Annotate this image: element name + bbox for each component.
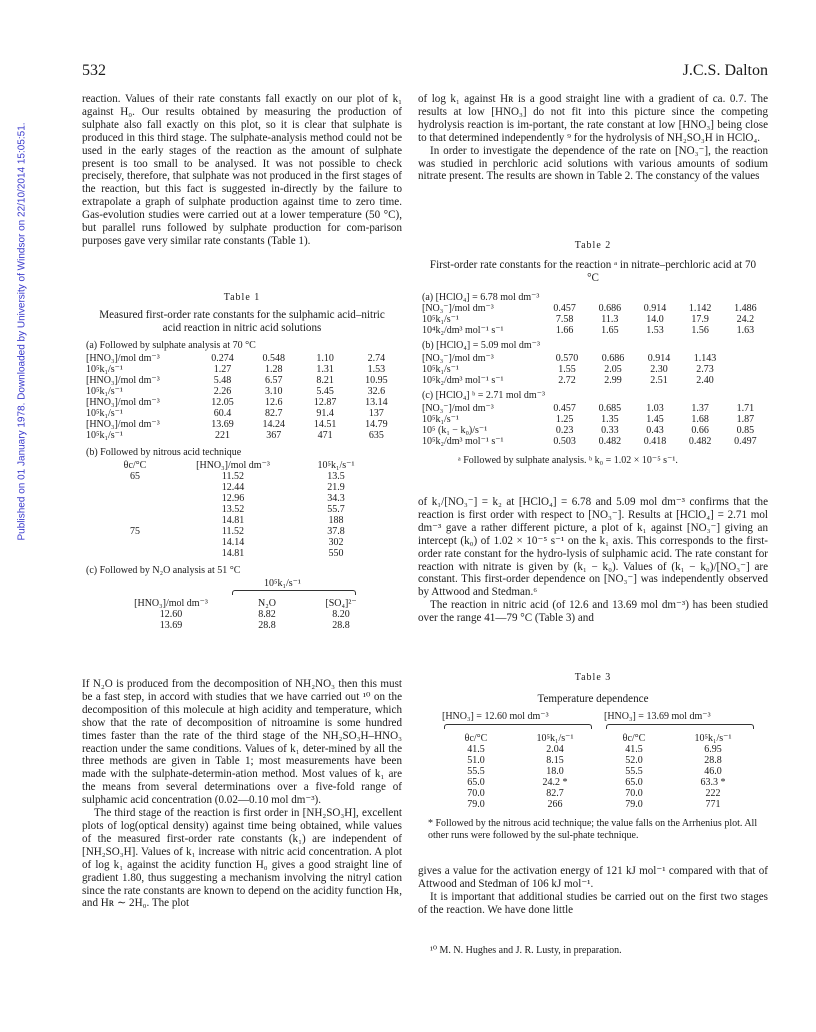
table-row <box>442 766 758 777</box>
table-cell: 14.81 <box>221 548 245 559</box>
left-column-top <box>82 93 402 248</box>
table-2-footnote: ᵃ Followed by sulphate analysis. ᵇ k₀ = 1.02 × 10⁻⁵ s⁻¹. <box>458 455 678 466</box>
table-cell: 32.6 <box>367 386 386 397</box>
table-1a <box>82 353 402 441</box>
table-row <box>418 303 768 314</box>
table-header-cell: [SO₄]²⁻ <box>325 598 357 609</box>
table-row <box>442 744 758 755</box>
table-row <box>418 436 768 447</box>
table-cell: 8.82 <box>258 609 276 620</box>
table-cell: 550 <box>328 548 344 559</box>
table-cell: 10⁵k₁/s⁻¹ <box>422 314 459 325</box>
table-cell: 91.4 <box>316 408 334 419</box>
table-cell: 21.9 <box>327 482 345 493</box>
table-cell: 2.72 <box>558 375 576 386</box>
right-column-middle <box>418 496 768 625</box>
table-header-row <box>442 733 758 744</box>
table-1c-brace <box>232 590 356 595</box>
table-cell: 41.5 <box>625 744 643 755</box>
table-cell: 12.96 <box>221 493 245 504</box>
page-number: 532 <box>82 62 106 79</box>
table-cell: 471 <box>317 430 333 441</box>
table-cell: 266 <box>547 799 563 810</box>
table-cell: 13.14 <box>365 397 388 408</box>
table-3-brace-right <box>606 724 754 729</box>
table-cell: 37.8 <box>327 526 345 537</box>
table-cell <box>106 515 164 526</box>
table-cell: 0.418 <box>643 436 667 447</box>
table-cell: 2.99 <box>604 375 622 386</box>
table-1c-group-header: 10⁵k₁/s⁻¹ <box>264 578 301 589</box>
table-cell: [HNO₃]/mol dm⁻³ <box>86 353 160 364</box>
right-paragraph-4: The reaction in nitric acid (of 12.6 and 13.69 mol dm⁻³) has been studied over the range 41—79 °C (Table 3) and <box>418 599 768 625</box>
table-cell: [HNO₃]/mol dm⁻³ <box>86 419 160 430</box>
table-cell: 1.03 <box>646 403 664 414</box>
table-row <box>106 482 370 493</box>
table-cell: 55.5 <box>625 766 643 777</box>
table-cell: 82.7 <box>546 788 564 799</box>
table-row <box>106 471 370 482</box>
table-cell: [NO₃⁻]/mol dm⁻³ <box>422 353 494 364</box>
table-cell: 13.52 <box>221 504 245 515</box>
table-cell: 3.10 <box>265 386 283 397</box>
right-column-bottom <box>418 865 768 917</box>
table-1-section-b: (b) Followed by nitrous acid technique <box>86 447 242 458</box>
table-row <box>106 515 370 526</box>
table-cell: 1.56 <box>691 325 709 336</box>
table-cell: 1.486 <box>734 303 757 314</box>
table-cell: 79.0 <box>467 799 485 810</box>
table-cell: 0.497 <box>734 436 757 447</box>
table-cell: 367 <box>266 430 282 441</box>
left-paragraph-2: If N₂O is produced from the decomposition of NH₂NO₃ then this must be a fast step, in accord with studies that we have carried out ¹⁰ on the decomposition of this molecule at high acidity and temperature, which show that the rate of decomposition of nitroamine is some hundred times faster than the rate of the third stage of the NH₂SO₃H–HNO₃ reaction under the same conditions. Values of k₁ deter-mined by all the three methods are given in Table 1; most measurements have been made with the sulphate-determin-ation method. Most values of k₁ are the means from several determinations over a five-fold range of sulphamic acid concentration (0.02—0.10 mol dm⁻³). <box>82 678 402 807</box>
table-cell: 70.0 <box>625 788 643 799</box>
table-cell: 8.21 <box>316 375 334 386</box>
table-2-section-c: (c) [HClO₄] ᵇ = 2.71 mol dm⁻³ <box>422 390 545 401</box>
table-3-brace-left <box>444 724 592 729</box>
table-cell: [NO₃⁻]/mol dm⁻³ <box>422 303 494 314</box>
table-cell: 10⁵ (k₁ − k₀)/s⁻¹ <box>422 425 488 436</box>
table-1-section-c: (c) Followed by N₂O analysis at 51 °C <box>86 565 241 576</box>
table-row <box>82 353 402 364</box>
table-3 <box>418 672 768 841</box>
table-cell: 1.10 <box>316 353 334 364</box>
right-paragraph-2: In order to investigate the dependence of the rate on [NO₃⁻], the reaction was studied in perchloric acid solutions with various amounts of sodium nitrate present. The results are shown in Table 2. The constancy of the values <box>418 144 768 183</box>
table-1 <box>82 292 402 636</box>
table-row <box>442 777 758 788</box>
table-cell: 1.71 <box>736 403 755 414</box>
table-cell: 2.74 <box>367 353 386 364</box>
table-cell: 2.73 <box>696 364 714 375</box>
table-cell: 0.548 <box>262 353 286 364</box>
table-cell: 0.570 <box>555 353 579 364</box>
table-cell: 75 <box>130 526 140 537</box>
table-row <box>82 397 402 408</box>
table-row <box>418 414 768 425</box>
table-cell: 12.05 <box>211 397 234 408</box>
table-cell: 10⁵k₁/s⁻¹ <box>422 414 459 425</box>
table-row <box>106 548 370 559</box>
table-cell: 0.33 <box>601 425 619 436</box>
table-cell: 65 <box>130 471 140 482</box>
table-cell: 79.0 <box>625 799 643 810</box>
table-cell: 2.40 <box>696 375 714 386</box>
table-3-group-left: [HNO₃] = 12.60 mol dm⁻³ <box>442 711 549 722</box>
right-paragraph-3: of k₁/[NO₃⁻] = k₂ at [HClO₄] = 6.78 and 5.09 mol dm⁻³ confirms that the reaction is first order with respect to [NO₃⁻]. Results at [HClO₄] = 2.71 mol dm⁻³ gave a rather different picture, a plot of k₁ against [NO₃⁻] giving an intercept (k₀) of 1.02 × 10⁻⁵ s⁻¹ on the k₁ axis. This corresponds to the first-order rate constant for the hydro-lysis of sulphamic acid. The rate constant for reaction with nitrate is given by (k₁ − k₀). Values of (k₁ − k₀)/[NO₃⁻] are constant. This first-order dependence on [NO₃⁻] was independently observed by Attwood and Stedman.⁶ <box>418 496 768 599</box>
download-notice[interactable]: Published on 01 January 1978. Downloaded by University of Windsor on 22/10/2014 15:05:51. <box>16 122 28 541</box>
right-paragraph-1: of log k₁ against Hʀ is a good straight line with a gradient of ca. 0.7. The results at low [HNO₃] do not fit into this picture since the competing hydrolysis reaction is im-portant, the rate constant at low [HNO₃] being close to that determined independently ⁹ for the hydrolysis of NH₂SO₃H in HClO₄. <box>418 93 768 144</box>
table-row <box>82 430 402 441</box>
table-cell: 46.0 <box>704 766 722 777</box>
table-cell: 24.2 <box>736 314 755 325</box>
table-1-label: Table 1 <box>223 292 261 303</box>
table-cell: 1.25 <box>555 414 574 425</box>
table-cell: 2.05 <box>604 364 622 375</box>
table-row <box>418 364 728 375</box>
table-cell: 65.0 <box>467 777 485 788</box>
table-cell: 1.87 <box>736 414 755 425</box>
table-cell: 188 <box>328 515 344 526</box>
table-cell: 10⁵k₁/s⁻¹ <box>86 386 123 397</box>
table-header-row <box>112 598 378 609</box>
table-cell: 1.53 <box>367 364 386 375</box>
table-3-footnote: * Followed by the nitrous acid technique; the value falls on the Arrhenius plot. All other runs were followed by the sul-phate technique. <box>428 818 758 841</box>
table-cell: 28.8 <box>704 755 722 766</box>
table-cell: [HNO₃]/mol dm⁻³ <box>86 397 160 408</box>
table-2b <box>418 353 728 386</box>
table-row <box>106 493 370 504</box>
table-cell: 10⁵k₁/s⁻¹ <box>86 408 123 419</box>
table-cell: 1.63 <box>736 325 755 336</box>
table-cell: 1.143 <box>693 353 717 364</box>
table-2-caption: First-order rate constants for the reaction ᵃ in nitrate–perchloric acid at 70 °C <box>429 259 757 284</box>
table-header-cell: [HNO₃]/mol dm⁻³ <box>196 460 270 471</box>
table-cell: 221 <box>215 430 230 441</box>
right-paragraph-5: gives a value for the activation energy of 121 kJ mol⁻¹ compared with that of Attwood and Stedman of 106 kJ mol⁻¹. <box>418 865 768 890</box>
table-cell: 14.14 <box>221 537 245 548</box>
table-cell: 63.3 * <box>700 777 726 788</box>
table-cell: 5.48 <box>213 375 232 386</box>
table-cell: 635 <box>368 430 384 441</box>
table-cell: 0.66 <box>691 425 709 436</box>
table-cell: 1.35 <box>601 414 619 425</box>
table-cell: 0.914 <box>643 303 667 314</box>
table-row <box>106 526 370 537</box>
table-cell: 8.20 <box>332 609 350 620</box>
table-cell: 18.0 <box>546 766 564 777</box>
table-cell: 24.2 * <box>542 777 568 788</box>
table-cell: 0.686 <box>598 303 622 314</box>
table-header-cell: θc/°C <box>123 460 147 471</box>
table-cell: 1.142 <box>688 303 712 314</box>
table-cell: 7.58 <box>555 314 574 325</box>
table-cell: 1.68 <box>691 414 709 425</box>
table-row <box>418 425 768 436</box>
table-cell: 1.31 <box>316 364 334 375</box>
table-cell <box>106 493 164 504</box>
table-cell: 10⁵k₁/s⁻¹ <box>86 364 123 375</box>
table-cell: 17.9 <box>691 314 709 325</box>
table-row <box>82 364 402 375</box>
table-3-groups <box>418 711 768 733</box>
table-2c <box>418 403 768 447</box>
table-1c <box>82 578 402 636</box>
table-row <box>442 799 758 810</box>
table-row <box>442 755 758 766</box>
table-cell: 771 <box>705 799 721 810</box>
table-cell: 5.45 <box>316 386 334 397</box>
table-cell: [NO₃⁻]/mol dm⁻³ <box>422 403 494 414</box>
table-cell: 0.482 <box>598 436 622 447</box>
table-cell: 14.0 <box>646 314 664 325</box>
table-cell: 0.43 <box>646 425 664 436</box>
table-header-cell: N₂O <box>258 598 276 609</box>
table-cell: 2.04 <box>546 744 564 755</box>
table-2-label: Table 2 <box>574 240 612 251</box>
table-1-section-a: (a) Followed by sulphate analysis at 70 °C <box>86 340 256 351</box>
table-cell: 1.65 <box>601 325 619 336</box>
table-cell: 28.8 <box>332 620 350 631</box>
table-cell: 14.24 <box>262 419 286 430</box>
table-row <box>106 504 370 515</box>
table-row <box>106 537 370 548</box>
table-3-label: Table 3 <box>574 672 612 683</box>
left-column-bottom <box>82 678 402 910</box>
table-row <box>82 386 402 397</box>
table-cell: 12.87 <box>313 397 337 408</box>
table-cell: 0.274 <box>211 353 234 364</box>
table-row <box>418 353 728 364</box>
table-cell: 10.95 <box>365 375 388 386</box>
table-row <box>82 408 402 419</box>
table-cell: 12.60 <box>159 609 183 620</box>
table-header-cell: θc/°C <box>622 733 646 744</box>
table-cell: 0.457 <box>553 303 576 314</box>
table-cell: 0.686 <box>601 353 625 364</box>
table-cell: 13.69 <box>159 620 183 631</box>
table-cell: 55.5 <box>467 766 485 777</box>
table-cell: 1.45 <box>646 414 664 425</box>
table-cell: 1.53 <box>646 325 664 336</box>
table-cell: 14.79 <box>365 419 388 430</box>
table-cell: 2.26 <box>213 386 232 397</box>
table-cell: 10⁵k₂/dm³ mol⁻¹ s⁻¹ <box>422 436 504 447</box>
table-cell: 34.3 <box>327 493 345 504</box>
table-cell: 2.51 <box>650 375 668 386</box>
table-cell: 0.23 <box>555 425 574 436</box>
table-cell: 1.28 <box>265 364 283 375</box>
table-cell: 12.44 <box>221 482 245 493</box>
table-cell: 11.52 <box>221 526 245 537</box>
table-row <box>418 325 768 336</box>
table-3-grid <box>442 733 758 810</box>
table-cell: 82.7 <box>265 408 283 419</box>
table-header-cell: 10⁵k₁/s⁻¹ <box>317 460 355 471</box>
table-cell: 13.5 <box>327 471 345 482</box>
left-paragraph-3: The third stage of the reaction is first order in [NH₂SO₃H], excellent plots of log(optical density) against time being obtained, while values of the measured first-order rate constants (k₁) are independent of [NH₂SO₃H]. Values of k₁ increase with nitric acid concentration. A plot of log k₁ against the acidity function H₀ gives a good straight line of gradient 1.80, thus suggesting a mechanism involving the nitryl cation since the rate constants are known to depend on the acidity function Hʀ, and Hʀ ∼ 2H₀. The plot <box>82 807 402 910</box>
table-cell: [HNO₃]/mol dm⁻³ <box>86 375 160 386</box>
table-cell: 1.37 <box>691 403 709 414</box>
table-header-cell: θc/°C <box>464 733 488 744</box>
table-cell <box>106 548 164 559</box>
table-row <box>112 609 378 620</box>
table-1-caption: Measured first-order rate constants for the sulphamic acid–nitric acid reaction in nitric acid solutions <box>99 309 385 334</box>
table-cell: 302 <box>328 537 344 548</box>
table-cell: 222 <box>705 788 721 799</box>
table-row <box>82 375 402 386</box>
table-cell: 1.27 <box>213 364 232 375</box>
table-cell: 0.914 <box>647 353 671 364</box>
table-cell: 70.0 <box>467 788 485 799</box>
table-row <box>442 788 758 799</box>
table-cell: 60.4 <box>213 408 232 419</box>
right-paragraph-6: It is important that additional studies be carried out on the first two stages of the reaction. We have done little <box>418 890 768 916</box>
table-cell: 2.30 <box>650 364 668 375</box>
table-2 <box>418 240 768 466</box>
table-header-cell: [HNO₃]/mol dm⁻³ <box>134 598 208 609</box>
table-cell: 6.95 <box>704 744 722 755</box>
left-paragraph-1: reaction. Values of their rate constants fall exactly on our plot of k₁ against H₀. Our results obtained by measuring the production of sulphate also fall exactly on this plot, so it is clear that sulphate is produced in this third stage. The sulphate-analysis method could not be used in the early stages of the reaction as the amount of sulphate present is too small to be analysed. It was not possible to check precisely, therefore, that sulphate was not produced in the first stages of the reaction, but this fact is suggested in-directly by the failure to extrapolate a graph of sulphate production against time to zero time. Gas-evolution studies were carried out at a lower temperature (50 °C), but parallel runs followed by sulphate production for com-parison purposes gave very similar rate constants (Table 1). <box>82 93 402 247</box>
table-cell: 55.7 <box>327 504 345 515</box>
table-2a <box>418 303 768 336</box>
table-cell: 51.0 <box>467 755 485 766</box>
table-cell: 65.0 <box>625 777 643 788</box>
table-cell: 11.52 <box>221 471 245 482</box>
running-title: J.C.S. Dalton <box>682 62 768 79</box>
table-cell: 0.85 <box>736 425 755 436</box>
table-cell: 1.66 <box>555 325 574 336</box>
table-cell: 10⁵k₂/dm³ mol⁻¹ s⁻¹ <box>422 375 504 386</box>
reference-footnote: ¹⁰ M. N. Hughes and J. R. Lusty, in preparation. <box>430 945 622 956</box>
table-header-cell: 10⁵k₁/s⁻¹ <box>694 733 732 744</box>
table-cell: 41.5 <box>467 744 485 755</box>
table-1c-grid <box>112 598 378 631</box>
table-row <box>82 419 402 430</box>
table-cell: 0.457 <box>553 403 576 414</box>
table-cell <box>106 537 164 548</box>
table-3-caption: Temperature dependence <box>537 693 649 705</box>
table-row <box>418 403 768 414</box>
table-2-section-b: (b) [HClO₄] = 5.09 mol dm⁻³ <box>422 340 540 351</box>
table-cell: 6.57 <box>265 375 283 386</box>
table-cell: 10⁵k₁/s⁻¹ <box>86 430 123 441</box>
table-cell: 0.503 <box>553 436 576 447</box>
table-row <box>418 375 728 386</box>
table-1b <box>106 460 370 559</box>
table-header-row <box>106 460 370 471</box>
table-cell: 1.55 <box>558 364 576 375</box>
table-header-cell: 10⁵k₁/s⁻¹ <box>536 733 574 744</box>
table-cell: 14.51 <box>313 419 337 430</box>
table-cell: 14.81 <box>221 515 245 526</box>
table-cell <box>106 482 164 493</box>
table-cell: 52.0 <box>625 755 643 766</box>
table-row <box>418 314 768 325</box>
table-cell: 0.482 <box>688 436 712 447</box>
table-cell: 12.6 <box>265 397 283 408</box>
table-cell: 13.69 <box>211 419 234 430</box>
table-cell: 8.15 <box>546 755 564 766</box>
table-cell: 28.8 <box>258 620 276 631</box>
table-cell: 11.3 <box>601 314 619 325</box>
table-cell: 10⁴k₂/dm³ mol⁻¹ s⁻¹ <box>422 325 504 336</box>
table-cell: 137 <box>368 408 384 419</box>
table-3-group-right: [HNO₃] = 13.69 mol dm⁻³ <box>604 711 711 722</box>
table-2-section-a: (a) [HClO₄] = 6.78 mol dm⁻³ <box>422 292 540 303</box>
table-cell: 0.685 <box>598 403 622 414</box>
table-cell <box>106 504 164 515</box>
table-row <box>112 620 378 631</box>
right-column-top <box>418 93 768 183</box>
table-cell: 10⁵k₁/s⁻¹ <box>422 364 459 375</box>
